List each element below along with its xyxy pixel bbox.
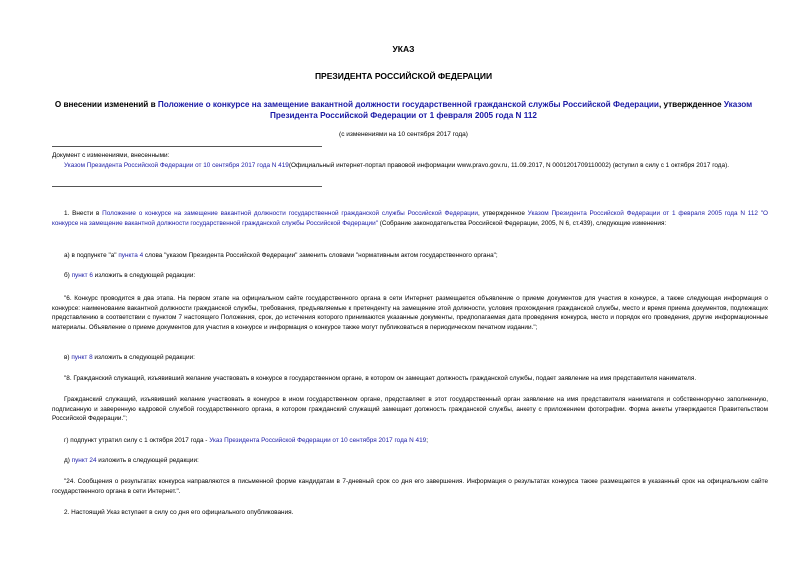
item-g-text-2: ; <box>426 437 428 444</box>
revision-note: (с изменениями на 10 сентября 2017 года) <box>339 131 468 138</box>
item-g <box>52 436 768 446</box>
issuer-heading: ПРЕЗИДЕНТА РОССИЙСКОЙ ФЕДЕРАЦИИ <box>314 71 493 81</box>
divider-top <box>52 146 322 147</box>
title-link-regulation[interactable]: Положение о конкурсе на замещение вакантной должности государственной гражданской службы Российской Федерации <box>157 100 659 109</box>
quote-point-6: "6. Конкурс проводится в два этапа. На первом этапе на официальном сайте государственного органа в сети Интернет размещается объявление о приеме документов для участия в конкурсе, а также следующая информация о конкурсе: наименование вакантной должности гражданской службы, требования, предъявляемые к претенденту на замещение этой должности, условия прохождения гражданской службы, место и время приема документов, подлежащих представлению в соответствии с пунктом 7 настоящего Положения, срок, до истечения которого принимаются указанные документы, предполагаемая дата проведения конкурса, место и порядок его проведения, другие информационные материалы. Объявление о приеме документов для участия в конкурсе и информация о конкурсе также могут публиковаться в периодическом печатном издании."; <box>52 295 768 331</box>
doc-type-heading: УКАЗ <box>392 44 415 54</box>
item-d-link-point-24[interactable]: пункт 24 <box>71 457 97 464</box>
item-a-link-point-4[interactable]: пункта 4 <box>118 252 144 259</box>
item-a-text-2: слова "указом Президента Российской Федерации" заменить словами "нормативным актом государственного органа"; <box>143 252 498 259</box>
changes-text <box>52 161 768 171</box>
item-1-link-regulation[interactable]: Положение о конкурсе на замещение вакантной должности государственной гражданской службы Российской Федерации <box>102 210 479 217</box>
title-link-decree-112[interactable]: Указом Президента Российской Федерации от 1 февраля 2005 года N 112 <box>270 100 753 120</box>
changes-link-decree-419[interactable]: Указом Президента Российской Федерации от 10 сентября 2017 года N 419 <box>64 162 289 169</box>
item-v-text-2: изложить в следующей редакции: <box>92 354 195 361</box>
item-b <box>52 271 768 281</box>
item-d-text-1: д) <box>64 457 72 464</box>
changes-rest: (Официальный интернет-портал правовой информации www.pravo.gov.ru, 11.09.2017, N 0001201709110002) (вступил в силу с 1 октября 2017 года). <box>288 162 729 169</box>
item-d-text-2: изложить в следующей редакции: <box>96 457 199 464</box>
item-g-text-1: г) подпункт утратил силу с 1 октября 2017 года - <box>64 437 210 444</box>
item-v-link-point-8[interactable]: пункт 8 <box>71 354 93 361</box>
title-prefix: О внесении изменений в <box>54 100 158 109</box>
quote-point-24: "24. Сообщения о результатах конкурса направляются в письменной форме кандидатам в 7-дневный срок со дня его завершения. Информация о результатах конкурса также размещается в указанный срок на официальном сайте государственного органа в сети Интернет.". <box>52 478 768 495</box>
quote-point-8-part-1: "8. Гражданский служащий, изъявивший желание участвовать в конкурсе в государственном органе, в котором он замещает должность гражданской службы, подает заявление на имя представителя нанимателя. <box>64 375 697 382</box>
document-title <box>30 99 777 121</box>
item-b-text-1: б) <box>64 272 72 279</box>
title-middle: , утвержденное <box>658 100 724 109</box>
item-v <box>52 353 768 363</box>
divider-bottom <box>52 186 322 187</box>
item-a-text-1: а) в подпункте "а" <box>64 252 119 259</box>
item-1-text-2: , утвержденное <box>478 210 528 217</box>
item-g-link-decree-419[interactable]: Указ Президента Российской Федерации от 10 сентября 2017 года N 419 <box>209 437 427 444</box>
item-v-text-1: в) <box>64 354 72 361</box>
item-b-link-point-6[interactable]: пункт 6 <box>71 272 93 279</box>
item-2: 2. Настоящий Указ вступает в силу со дня его официального опубликования. <box>64 509 294 516</box>
quote-point-8-part-2: Гражданский служащий, изъявивший желание участвовать в конкурсе в ином государственном органе, представляет в этот государственный орган заявление на имя представителя нанимателя и собственноручно заполненную, подписанную и заверенную кадровой службой государственного органа, в котором гражданский служащий замещает должность гражданской службы, анкету с приложением фотографии. Форма анкеты утверждается Правительством Российской Федерации."; <box>52 396 768 423</box>
item-1-text-3: (Собрание законодательства Российской Федерации, 2005, N 6, ст.439), следующие изменения: <box>377 219 667 227</box>
item-b-text-2: изложить в следующей редакции: <box>92 272 196 279</box>
changes-label: Документ с изменениями, внесенными: <box>52 152 170 159</box>
item-1-link-decree-112[interactable]: Указом Президента Российской Федерации от 1 февраля 2005 года N 112 "О конкурсе на замещение вакантной должности государственной гражданской службы Российской Федерации" <box>52 210 769 227</box>
item-1-text-1: 1. Внести в <box>64 210 103 217</box>
item-a <box>52 251 768 261</box>
item-1 <box>52 209 768 228</box>
item-d <box>52 456 768 466</box>
